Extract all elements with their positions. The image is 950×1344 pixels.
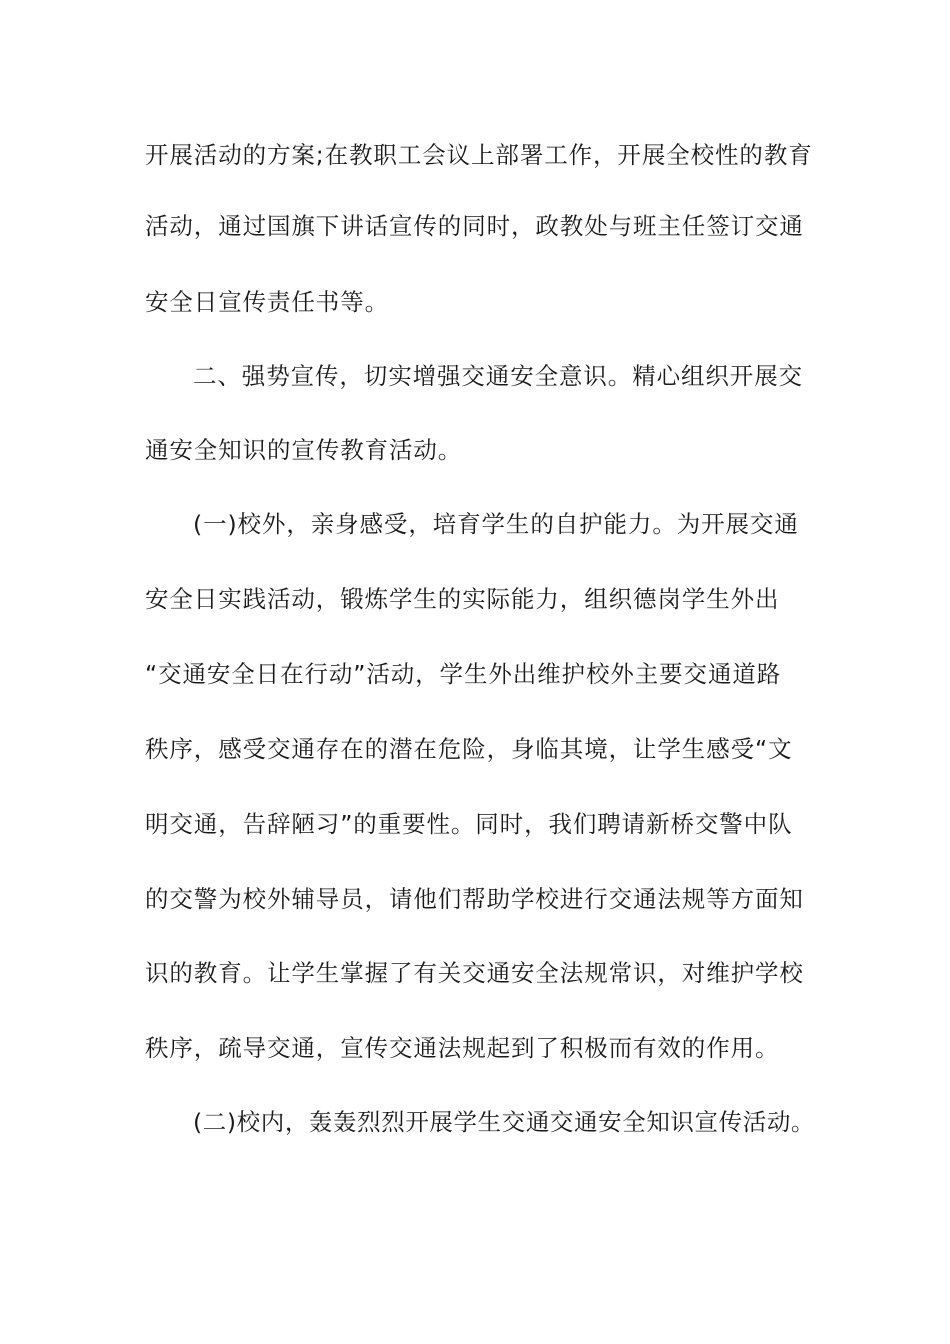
- text-line-8: “交通安全日在行动”活动，学生外出维护校外主要交通道路: [145, 660, 782, 688]
- text-line-4: 二、强势宣传，切实增强交通安全意识。精心组织开展交: [193, 362, 803, 390]
- text-line-14: (二)校内，轰轰烈烈开展学生交通交通安全知识宣传活动。: [193, 1108, 816, 1136]
- text-line-10: 明交通，告辞陋习”的重要性。同时，我们聘请新桥交警中队: [145, 810, 793, 838]
- text-line-13: 秩序，疏导交通，宣传交通法规起到了积极而有效的作用。: [145, 1034, 780, 1062]
- text-line-11: 的交警为校外辅导员，请他们帮助学校进行交通法规等方面知: [145, 885, 804, 913]
- text-line-3: 安全日宣传责任书等。: [145, 288, 389, 316]
- text-line-2: 活动，通过国旗下讲话宣传的同时，政教处与班主任签订交通: [145, 212, 804, 240]
- text-line-6: (一)校外，亲身感受，培育学生的自护能力。为开展交通: [193, 510, 799, 538]
- text-line-12: 识的教育。让学生掌握了有关交通安全法规常识，对维护学校: [145, 959, 804, 987]
- text-line-5: 通安全知识的宣传教育活动。: [145, 436, 463, 464]
- text-line-1: 开展活动的方案;在教职工会议上部署工作，开展全校性的教育: [145, 141, 813, 169]
- text-line-7: 安全日实践活动，锻炼学生的实际能力，组织德岗学生外出: [145, 585, 780, 613]
- text-line-9: 秩序，感受交通存在的潜在危险，身临其境，让学生感受“文: [145, 735, 793, 763]
